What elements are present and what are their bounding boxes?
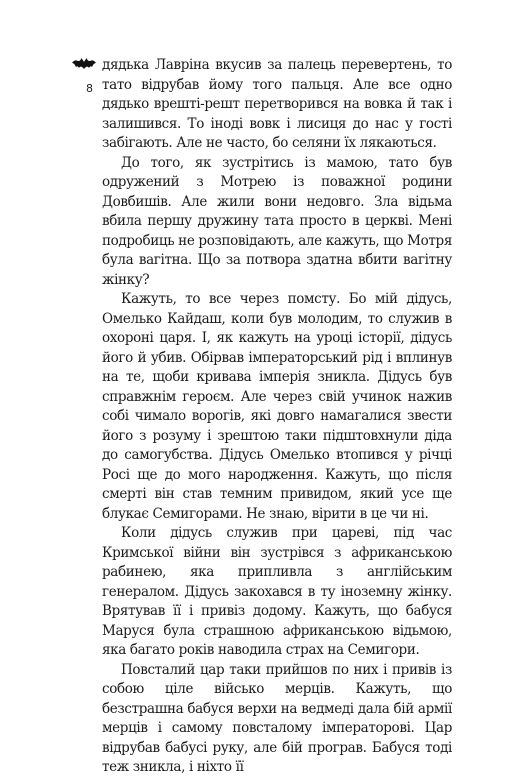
paragraph-3: Кажуть, то все через помсту. Бо мій дідусь, Омелько Кайдаш, коли був молодим, то служив в охороні царя. І, як кажуть на уроці історії, дідусь його й убив. Обірвав імператорський рід і вплинув на те, щоби кривава імперія зникла. Дідусь був справжнім героєм. Але через свій учинок нажив собі чимало ворогів, які довго намагалися звести його з розуму і зрештою таки підштовхнули діда до самогубства. Дідусь Омелько втопився у річці Росі ще до мого народження. Кажуть, що після смерті він став темним привидом, який усе ще блукає Семигорами. Не знаю, вірити в це чи ні. (102, 291, 452, 522)
paragraph-5: Повсталий цар таки прийшов по них і привів із собою ціле військо мерців. Кажуть, що безстрашна бабуся верхи на ведмеді дала бій армії мерців і самому повсталому імператорові. Цар відрубав бабусі руку, але бій програв. Бабуся тоді теж зникла, і ніхто її (102, 661, 452, 775)
body-text (102, 56, 452, 778)
paragraph-4: Коли дідусь служив при цареві, під час Кримської війни він зустрівся з африканською рабинею, яка припливла з англійським генералом. Дідусь закохався в ту іноземну жінку. Врятував її і привіз додому. Кажуть, що бабуся Маруся була страшною африканською відьмою, яка багато років наводила страх на Семигори. (102, 525, 452, 658)
paragraph-2: До того, як зустрітись із мамою, тато був одружений з Мотрею із поважної родини Довбишів. Але жили вони недовго. Зла відьма вбила першу дружину тата просто в церкві. Мені подробиць не розповідають, але кажуть, що Мотря була вагітна. Що за потвора здатна вбити вагітну жінку? (102, 154, 452, 288)
page-number: 8 (86, 82, 93, 95)
paragraph-1: дядька Лавріна вкусив за палець перевертень, то тато відрубав йому того пальця. Але все одно дядько врешті-решт перетворився на вовка й так і залишився. То іноді вовк і лисиця до нас у гості забігають. Але не часто, бо селяни їх лякаються. (102, 57, 452, 151)
bat-icon (72, 57, 96, 73)
